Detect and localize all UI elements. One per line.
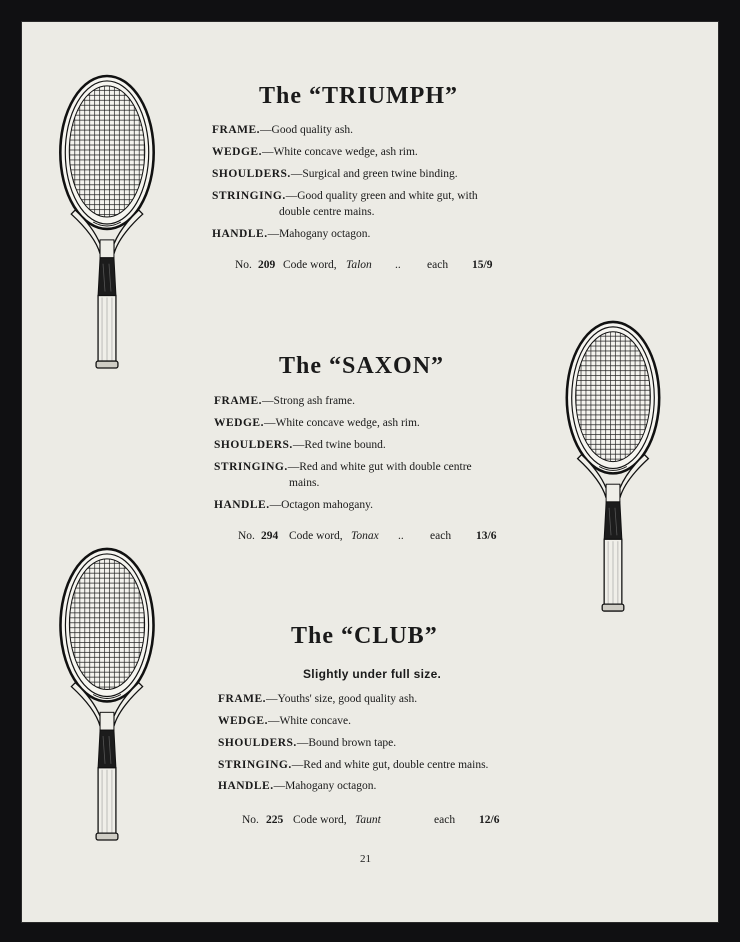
club-price-line [242, 814, 542, 830]
price-code-word: Tonax [351, 530, 379, 542]
triumph-price-line [235, 259, 535, 275]
club-frame-spec: FRAME.—Youths' size, good quality ash. [218, 693, 418, 705]
saxon-frame-spec: FRAME.—Strong ash frame. [214, 395, 355, 407]
triumph-title: The “TRIUMPH” [259, 83, 458, 109]
price-each: each [434, 814, 456, 826]
price-code-label: Code word, [289, 530, 343, 542]
saxon-stringing-continuation: mains. [289, 477, 320, 489]
price-code-word: Taunt [355, 814, 381, 826]
triumph-wedge-spec: WEDGE.—White concave wedge, ash rim. [212, 146, 418, 158]
price-number: 209 [258, 259, 276, 271]
club-wedge-spec: WEDGE.—White concave. [218, 715, 351, 727]
saxon-title: The “SAXON” [279, 353, 445, 379]
saxon-racket-illustration [560, 319, 666, 614]
page-number: 21 [360, 853, 371, 865]
price-no-label: No. [242, 814, 259, 826]
price-amount: 12/6 [479, 814, 500, 826]
club-shoulders-spec: SHOULDERS.—Bound brown tape. [218, 737, 397, 749]
triumph-racket-illustration [54, 73, 160, 371]
price-dots: .. [395, 259, 401, 271]
club-title: The “CLUB” [291, 623, 438, 649]
club-stringing-spec: STRINGING.—Red and white gut, double centre mains. [218, 759, 489, 771]
price-amount: 13/6 [476, 530, 497, 542]
triumph-stringing-spec: STRINGING.—Good quality green and white gut, with [212, 190, 478, 202]
price-no-label: No. [238, 530, 255, 542]
triumph-frame-spec: FRAME.—Good quality ash. [212, 124, 353, 136]
saxon-price-line [238, 530, 538, 546]
price-number: 294 [261, 530, 279, 542]
saxon-handle-spec: HANDLE.—Octagon mahogany. [214, 499, 373, 511]
catalogue-page [21, 21, 719, 923]
saxon-stringing-spec: STRINGING.—Red and white gut with double centre [214, 461, 472, 473]
saxon-wedge-spec: WEDGE.—White concave wedge, ash rim. [214, 417, 420, 429]
club-handle-spec: HANDLE.—Mahogany octagon. [218, 780, 377, 792]
club-racket-illustration [54, 546, 160, 843]
price-each: each [427, 259, 449, 271]
saxon-shoulders-spec: SHOULDERS.—Red twine bound. [214, 439, 386, 451]
price-no-label: No. [235, 259, 252, 271]
price-number: 225 [266, 814, 284, 826]
triumph-handle-spec: HANDLE.—Mahogany octagon. [212, 228, 371, 240]
price-code-label: Code word, [283, 259, 337, 271]
price-each: each [430, 530, 452, 542]
price-amount: 15/9 [472, 259, 493, 271]
triumph-stringing-continuation: double centre mains. [279, 206, 375, 218]
triumph-shoulders-spec: SHOULDERS.—Surgical and green twine binding. [212, 168, 458, 180]
price-code-label: Code word, [293, 814, 347, 826]
club-subtitle: Slightly under full size. [303, 667, 442, 681]
price-code-word: Talon [346, 259, 372, 271]
price-dots: .. [398, 530, 404, 542]
